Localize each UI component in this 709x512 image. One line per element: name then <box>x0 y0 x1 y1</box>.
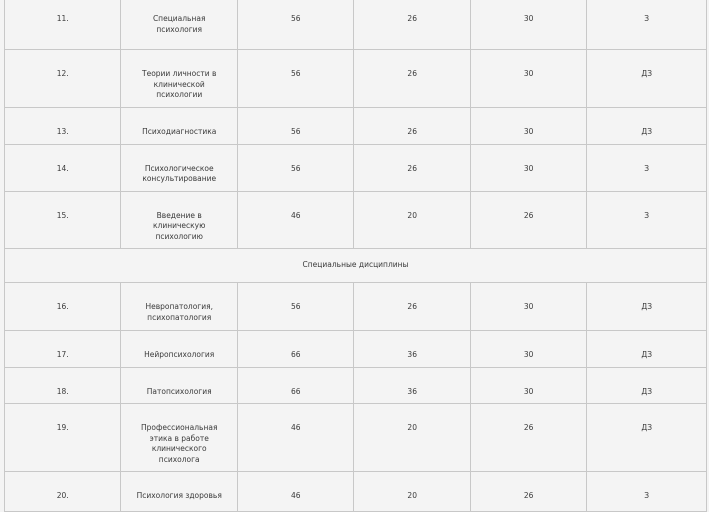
row-number: 14. <box>5 144 121 191</box>
control-form: З <box>587 472 707 512</box>
lecture-hours: 26 <box>354 144 470 191</box>
control-form: ДЗ <box>587 404 707 472</box>
section-title: Специальные дисциплины <box>5 249 707 283</box>
lecture-hours: 26 <box>354 50 470 108</box>
section-row <box>5 249 707 283</box>
row-number: 13. <box>5 108 121 145</box>
practice-hours: 30 <box>470 367 586 404</box>
practice-hours: 30 <box>470 283 586 331</box>
discipline-name: Нейропсихология <box>121 331 237 368</box>
lecture-hours: 36 <box>354 367 470 404</box>
lecture-hours: 26 <box>354 0 470 50</box>
discipline-name: Профессиональная этика в работе клинического психолога <box>121 404 237 472</box>
discipline-name: Теории личности в клинической психологии <box>121 50 237 108</box>
table-row <box>5 191 707 249</box>
total-hours: 66 <box>237 367 353 404</box>
table-row <box>5 331 707 368</box>
table-row <box>5 404 707 472</box>
discipline-name: Невропатология, психопатология <box>121 283 237 331</box>
total-hours: 56 <box>237 50 353 108</box>
total-hours: 46 <box>237 404 353 472</box>
practice-hours: 30 <box>470 50 586 108</box>
discipline-name: Психология здоровья <box>121 472 237 512</box>
lecture-hours: 26 <box>354 283 470 331</box>
row-number: 12. <box>5 50 121 108</box>
total-hours: 46 <box>237 191 353 249</box>
table-row <box>5 367 707 404</box>
discipline-name: Психологическое консультирование <box>121 144 237 191</box>
discipline-name: Введение в клиническую психологию <box>121 191 237 249</box>
row-number: 15. <box>5 191 121 249</box>
table-row <box>5 144 707 191</box>
total-hours: 66 <box>237 331 353 368</box>
discipline-name: Патопсихология <box>121 367 237 404</box>
row-number: 20. <box>5 472 121 512</box>
table-row <box>5 0 707 50</box>
control-form: З <box>587 191 707 249</box>
practice-hours: 26 <box>470 472 586 512</box>
curriculum-table <box>4 0 707 512</box>
practice-hours: 30 <box>470 331 586 368</box>
control-form: ДЗ <box>587 50 707 108</box>
practice-hours: 30 <box>470 108 586 145</box>
control-form: ДЗ <box>587 331 707 368</box>
row-number: 17. <box>5 331 121 368</box>
total-hours: 56 <box>237 0 353 50</box>
row-number: 19. <box>5 404 121 472</box>
total-hours: 56 <box>237 108 353 145</box>
row-number: 18. <box>5 367 121 404</box>
practice-hours: 26 <box>470 404 586 472</box>
table-row <box>5 283 707 331</box>
lecture-hours: 26 <box>354 108 470 145</box>
practice-hours: 26 <box>470 191 586 249</box>
lecture-hours: 20 <box>354 404 470 472</box>
discipline-name: Специальная психология <box>121 0 237 50</box>
table-row <box>5 108 707 145</box>
practice-hours: 30 <box>470 0 586 50</box>
practice-hours: 30 <box>470 144 586 191</box>
lecture-hours: 20 <box>354 472 470 512</box>
control-form: ДЗ <box>587 108 707 145</box>
control-form: З <box>587 0 707 50</box>
row-number: 11. <box>5 0 121 50</box>
row-number: 16. <box>5 283 121 331</box>
table-row <box>5 50 707 108</box>
total-hours: 56 <box>237 144 353 191</box>
total-hours: 56 <box>237 283 353 331</box>
control-form: ДЗ <box>587 283 707 331</box>
control-form: З <box>587 144 707 191</box>
control-form: ДЗ <box>587 367 707 404</box>
table-row <box>5 472 707 512</box>
lecture-hours: 20 <box>354 191 470 249</box>
discipline-name: Психодиагностика <box>121 108 237 145</box>
total-hours: 46 <box>237 472 353 512</box>
lecture-hours: 36 <box>354 331 470 368</box>
